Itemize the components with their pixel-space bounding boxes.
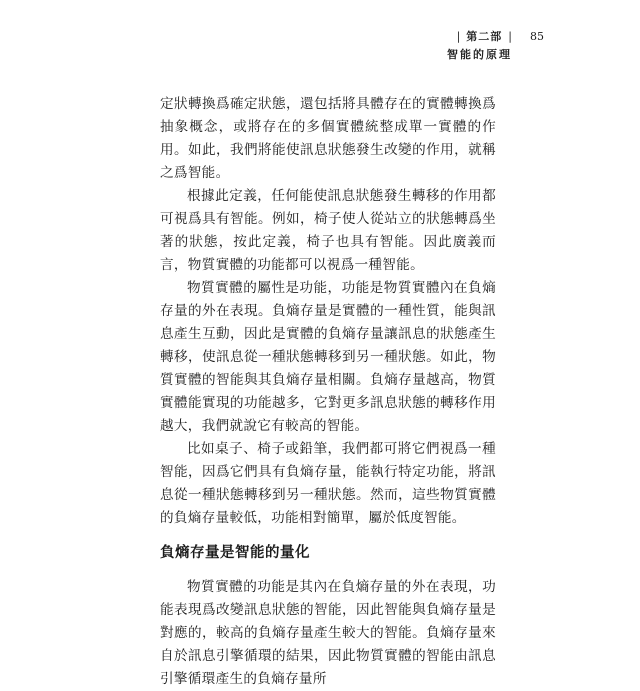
paragraph-1: 定狀轉換爲確定狀態，還包括將具體存在的實體轉換爲抽象概念，或將存在的多個實體統整成單一實體的作用。如此，我們將能使訊息狀態發生改變的作用，就稱之爲智能。 bbox=[160, 96, 496, 181]
page-body bbox=[160, 93, 496, 691]
running-head bbox=[447, 30, 512, 62]
paragraph-4: 比如桌子、椅子或鉛筆，我們都可將它們視爲一種智能，因爲它們具有負熵存量，能執行特定功能，將訊息從一種狀態轉移到另一種狀態。然而，這些物質實體的負熵存量較低，功能相對簡單，屬於低度智能。 bbox=[160, 441, 496, 526]
part-label: 第二部 bbox=[466, 30, 503, 43]
page-number: 85 bbox=[530, 30, 544, 43]
paragraph-3: 物質實體的屬性是功能，功能是物質實體內在負熵存量的外在表現。負熵存量是實體的一種性質，能與訊息產生互動，因此是實體的負熵存量讓訊息的狀態產生轉移，使訊息從一種狀態轉移到另一種狀態。如此，物質實體的智能與其負熵存量相關。負熵存量越高，物質實體能實現的功能越多，它對更多訊息狀態的轉移作用越大，我們就說它有較高的智能。 bbox=[160, 280, 496, 434]
paragraph-2: 根據此定義，任何能使訊息狀態發生轉移的作用都可視爲具有智能。例如，椅子使人從站立的狀態轉爲坐著的狀態，按此定義，椅子也具有智能。因此廣義而言，物質實體的功能都可以視爲一種智能。 bbox=[160, 188, 496, 273]
section-paragraph: 物質實體的功能是其內在負熵存量的外在表現，功能表現爲改變訊息狀態的智能，因此智能與負熵存量是對應的，較高的負熵存量產生較大的智能。負熵存量來自於訊息引擎循環的結果，因此物質實體的智能由訊息引擎循環產生的負熵存量所 bbox=[160, 579, 496, 687]
rh-divider-right: | bbox=[508, 30, 512, 43]
chapter-title: 智能的原理 bbox=[447, 48, 512, 61]
section-heading: 負熵存量是智能的量化 bbox=[160, 544, 310, 561]
rh-divider-left: | bbox=[456, 30, 461, 43]
